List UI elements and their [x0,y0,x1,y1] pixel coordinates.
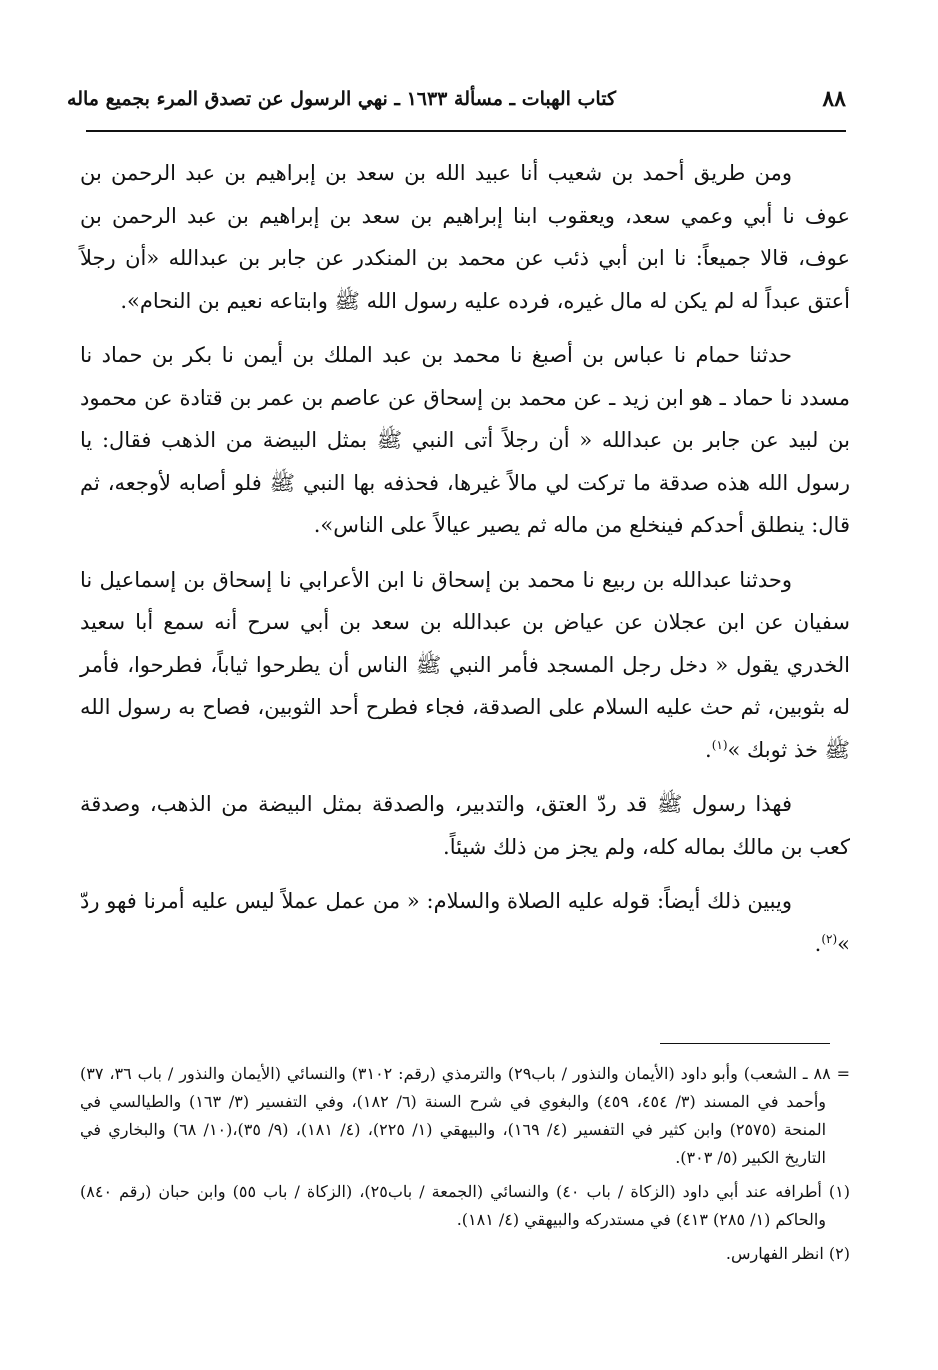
end-punctuation: . [705,737,712,762]
paragraph [80,152,850,322]
running-header [67,84,846,124]
paragraph-text: ومن طريق أحمد بن شعيب أنا عبيد الله بن سعد بن إبراهيم بن عبد الرحمن بن عوف نا أبي وعمي سعد، ويعقوب ابنا إبراهيم بن سعد بن إبراهيم بن عبد الرحمن بن عوف، قالا جميعاً: نا ابن أبي ذئب عن محمد بن المنكدر عن جابر بن عبدالله «أن رجلاً أعتق عبداً له لم يكن له مال غيره، فرده عليه رسول الله ﷺ وابتاعه نعيم بن النحام». [80,161,850,313]
footnote-rule [660,1043,830,1044]
end-punctuation: . [814,931,822,956]
header-rule [86,130,846,132]
footnotes [80,1060,850,1274]
paragraph-text: ويبين ذلك أيضاً: قوله عليه الصلاة والسلام: « من عمل عملاً ليس عليه أمرنا فهو ردّ » [80,889,850,956]
main-text [80,152,850,977]
paragraph [80,880,850,965]
footnote-1: (١) أطرافه عند أبي داود (الزكاة / باب ٤٠) والنسائي (الجمعة / باب٢٥)، (الزكاة / باب ٥٥) وابن حبان (رقم ٨٤٠) والحاكم (١/ ٢٨٥) ٤١٣) في مستدركه والبيهقي (٤/ ١٨١). [80,1182,851,1229]
paragraph [80,334,850,547]
paragraph-text: حدثنا حمام نا عباس بن أصبغ نا محمد بن عبد الملك بن أيمن نا بكر بن حماد نا مسدد نا حماد ـ هو ابن زيد ـ عن محمد بن إسحاق عن عاصم بن عمر بن قتادة عن محمود بن لبيد عن جابر بن عبدالله « أن رجلاً أتى النبي ﷺ بمثل البيضة من الذهب فقال: يا رسول الله هذه صدقة ما تركت لي مالاً غيرها، فحذفه بها النبي ﷺ فلو أصابه لأوجعه، ثم قال: ينطلق أحدكم فينخلع من ماله ثم يصير عيالاً على الناس». [80,343,850,537]
page-number: ٨٨ [822,86,846,112]
footnote-2: (٢) انظر الفهارس. [725,1244,850,1263]
paragraph [80,559,850,772]
footnote-ref-2: (٢) [821,931,838,946]
footnote-ref-1: (١) [711,737,728,752]
running-title: كتاب الهبات ـ مسألة ١٦٣٣ ـ نهي الرسول عن تصدق المرء بجميع ماله [67,88,616,110]
paragraph-text: وحدثنا عبدالله بن ربيع نا محمد بن إسحاق نا ابن الأعرابي نا إسحاق بن إسماعيل نا سفيان عن ابن عجلان عن عياض بن عبدالله بن سعد بن أبي سرح أنه سمع أبا سعيد الخدري يقول « دخل رجل المسجد فأمر النبي ﷺ الناس أن يطرحوا ثياباً، فطرحوا، فأمر له بثوبين، ثم حث عليه السلام على الصدقة، فجاء فطرح أحد الثوبين، فصاح به رسول الله ﷺ خذ ثوبك » [80,567,850,762]
paragraph [80,783,850,868]
paragraph-text: فهذا رسول ﷺ قد ردّ العتق، والتدبير، والصدقة بمثل البيضة من الذهب، وصدقة كعب بن مالك بماله كله، ولم يجز من ذلك شيئاً. [80,792,850,859]
footnote-continued: = ٨٨ ـ الشعب) وأبو داود (الأيمان والنذور / باب٢٩) والترمذي (رقم: ٣١٠٢) والنسائي (الأيمان والنذور / باب ٣٦، ٣٧) وأحمد في المسند (٣/ ٤٥٤، ٤٥٩) والبغوي في شرح السنة (٦/ ١٨٢)، وفي التفسير (٣/ ١٦٣) والطيالسي في المنحة (٢٥٧٥) وابن كثير في التفسير (٤/ ١٦٩)، والبيهقي (١/ ٢٢٥)، (٤/ ١٨١)، (٩/ ٣٥)،(١٠/ ٦٨) والبخاري في التاريخ الكبير (٥/ ٣٠٣). [80,1064,851,1167]
